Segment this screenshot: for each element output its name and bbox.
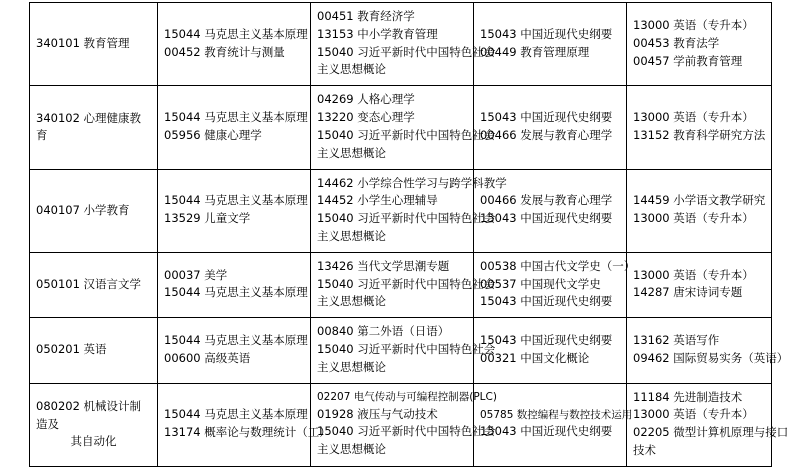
slot-cell-2 xyxy=(311,3,496,86)
major-name: 080202 机械设计制造及 xyxy=(36,399,142,431)
course-line: 15043 中国近现代史纲要 xyxy=(480,424,613,439)
course-line: 11184 先进制造技术 xyxy=(633,389,743,404)
major-name-cont: 其自动化 xyxy=(70,433,117,448)
slot-cell-1 xyxy=(158,318,311,383)
course-line: 15043 中国近现代史纲要 xyxy=(480,294,613,309)
slot-cell-1 xyxy=(158,383,331,466)
course-line: 15040 习近平新时代中国特色社会 xyxy=(317,342,496,356)
major-name: 340102 心理健康教育 xyxy=(36,110,142,142)
table-row xyxy=(30,383,772,466)
course-line: 00457 学前教育管理 xyxy=(633,53,743,68)
slot-cell-2 xyxy=(311,169,507,252)
major-name: 050201 英语 xyxy=(36,342,107,357)
course-line: 00449 教育管理原理 xyxy=(480,44,590,59)
slot-cell-3 xyxy=(474,3,627,86)
course-line: 00466 发展与教育心理学 xyxy=(480,127,613,142)
course-line: 02207 电气传动与可编程控制器(PLC) xyxy=(317,391,497,404)
course-line: 15044 马克思主义基本原理 xyxy=(164,407,308,422)
slot-cell-1 xyxy=(158,169,311,252)
slot-cell-4 xyxy=(627,383,789,466)
course-line: 主义思想概论 xyxy=(317,359,386,374)
slot-cell-2 xyxy=(311,318,496,383)
exam-schedule-table xyxy=(29,2,789,467)
course-line: 13000 英语（专升本） xyxy=(633,267,754,282)
major-cell xyxy=(30,252,158,317)
course-line: 主义思想概论 xyxy=(317,145,386,160)
course-line: 09462 国际贸易实务（英语） xyxy=(633,350,789,365)
course-line: 00037 美学 xyxy=(164,267,228,282)
table-row xyxy=(30,252,772,317)
course-line: 13220 变态心理学 xyxy=(317,110,415,125)
course-line: 主义思想概论 xyxy=(317,228,386,243)
course-line: 15043 中国近现代史纲要 xyxy=(480,211,613,226)
course-line: 15043 中国近现代史纲要 xyxy=(480,26,613,41)
course-line: 13174 概率论与数理统计（工） xyxy=(164,425,331,440)
slot-cell-3 xyxy=(474,86,627,169)
course-line: 00537 中国现代文学史 xyxy=(480,276,601,291)
course-line: 15043 中国近现代史纲要 xyxy=(480,333,613,348)
course-line: 00600 高级英语 xyxy=(164,350,251,365)
course-line: 13162 英语写作 xyxy=(633,333,720,348)
course-line: 05785 数控编程与数控技术运用 xyxy=(480,409,633,422)
course-line: 主义思想概论 xyxy=(317,294,386,309)
major-cell xyxy=(30,3,158,86)
course-line: 15040 习近平新时代中国特色社会 xyxy=(317,424,496,439)
course-line: 13529 儿童文学 xyxy=(164,211,251,226)
slot-cell-4 xyxy=(627,318,789,383)
slot-cell-3 xyxy=(474,252,636,317)
course-line: 13000 英语（专升本） xyxy=(633,211,754,226)
slot-cell-2 xyxy=(311,252,496,317)
slot-cell-4 xyxy=(627,169,772,252)
course-line: 主义思想概论 xyxy=(317,62,386,77)
course-line: 14287 唐宋诗词专题 xyxy=(633,285,743,300)
course-line: 15044 马克思主义基本原理 xyxy=(164,333,308,348)
course-line: 主义思想概论 xyxy=(317,442,386,457)
table-row xyxy=(30,3,772,86)
exam-schedule-page xyxy=(0,2,800,458)
course-line: 01928 液压与气动技术 xyxy=(317,406,438,421)
major-name: 050101 汉语言文学 xyxy=(36,276,142,291)
course-line: 15044 马克思主义基本原理 xyxy=(164,285,308,300)
course-line: 02205 微型计算机原理与接口 xyxy=(633,425,789,440)
slot-cell-1 xyxy=(158,252,311,317)
course-line: 13152 教育科学研究方法 xyxy=(633,127,766,142)
slot-cell-1 xyxy=(158,3,311,86)
course-line: 15044 马克思主义基本原理 xyxy=(164,110,308,125)
course-line: 15040 习近平新时代中国特色社会 xyxy=(317,211,496,226)
course-line: 15043 中国近现代史纲要 xyxy=(480,110,613,125)
course-line: 00538 中国古代文学史（一） xyxy=(480,258,636,273)
course-line: 14459 小学语文教学研究 xyxy=(633,193,766,208)
course-line: 15044 马克思主义基本原理 xyxy=(164,193,308,208)
course-line: 13000 英语（专升本） xyxy=(633,17,754,32)
slot-cell-1 xyxy=(158,86,311,169)
course-line: 13000 英语（专升本） xyxy=(633,407,754,422)
course-line: 13153 中小学教育管理 xyxy=(317,26,438,41)
major-cell xyxy=(30,86,158,169)
slot-cell-2 xyxy=(311,86,496,169)
course-line: 00453 教育法学 xyxy=(633,35,720,50)
major-cell xyxy=(30,169,158,252)
course-line: 15040 习近平新时代中国特色社会 xyxy=(317,276,496,291)
course-line: 05956 健康心理学 xyxy=(164,127,262,142)
course-line: 04269 人格心理学 xyxy=(317,92,415,107)
course-line: 00451 教育经济学 xyxy=(317,9,415,23)
course-line: 14462 小学综合性学习与跨学科教学 xyxy=(317,175,507,190)
major-name: 340101 教育管理 xyxy=(36,36,130,50)
course-line: 15044 马克思主义基本原理 xyxy=(164,26,308,41)
slot-cell-4 xyxy=(627,252,772,317)
course-line: 00321 中国文化概论 xyxy=(480,350,590,365)
slot-cell-4 xyxy=(627,3,772,86)
course-line: 15040 习近平新时代中国特色社会 xyxy=(317,127,496,142)
course-line: 00840 第二外语（日语） xyxy=(317,324,450,339)
major-name: 040107 小学教育 xyxy=(36,202,130,217)
course-line: 技术 xyxy=(633,443,656,458)
course-line: 13000 英语（专升本） xyxy=(633,110,754,125)
course-line: 00452 教育统计与测量 xyxy=(164,44,285,59)
course-line: 00466 发展与教育心理学 xyxy=(480,193,613,208)
table-row xyxy=(30,169,772,252)
slot-cell-3 xyxy=(474,318,627,383)
course-line: 14452 小学生心理辅导 xyxy=(317,193,438,208)
table-row xyxy=(30,318,772,383)
major-cell xyxy=(30,318,158,383)
table-row xyxy=(30,86,772,169)
course-line: 15040 习近平新时代中国特色社会 xyxy=(317,44,496,59)
slot-cell-2 xyxy=(311,383,497,466)
major-cell xyxy=(30,383,158,466)
course-line: 13426 当代文学思潮专题 xyxy=(317,258,450,273)
table-body xyxy=(30,3,789,467)
slot-cell-4 xyxy=(627,86,772,169)
